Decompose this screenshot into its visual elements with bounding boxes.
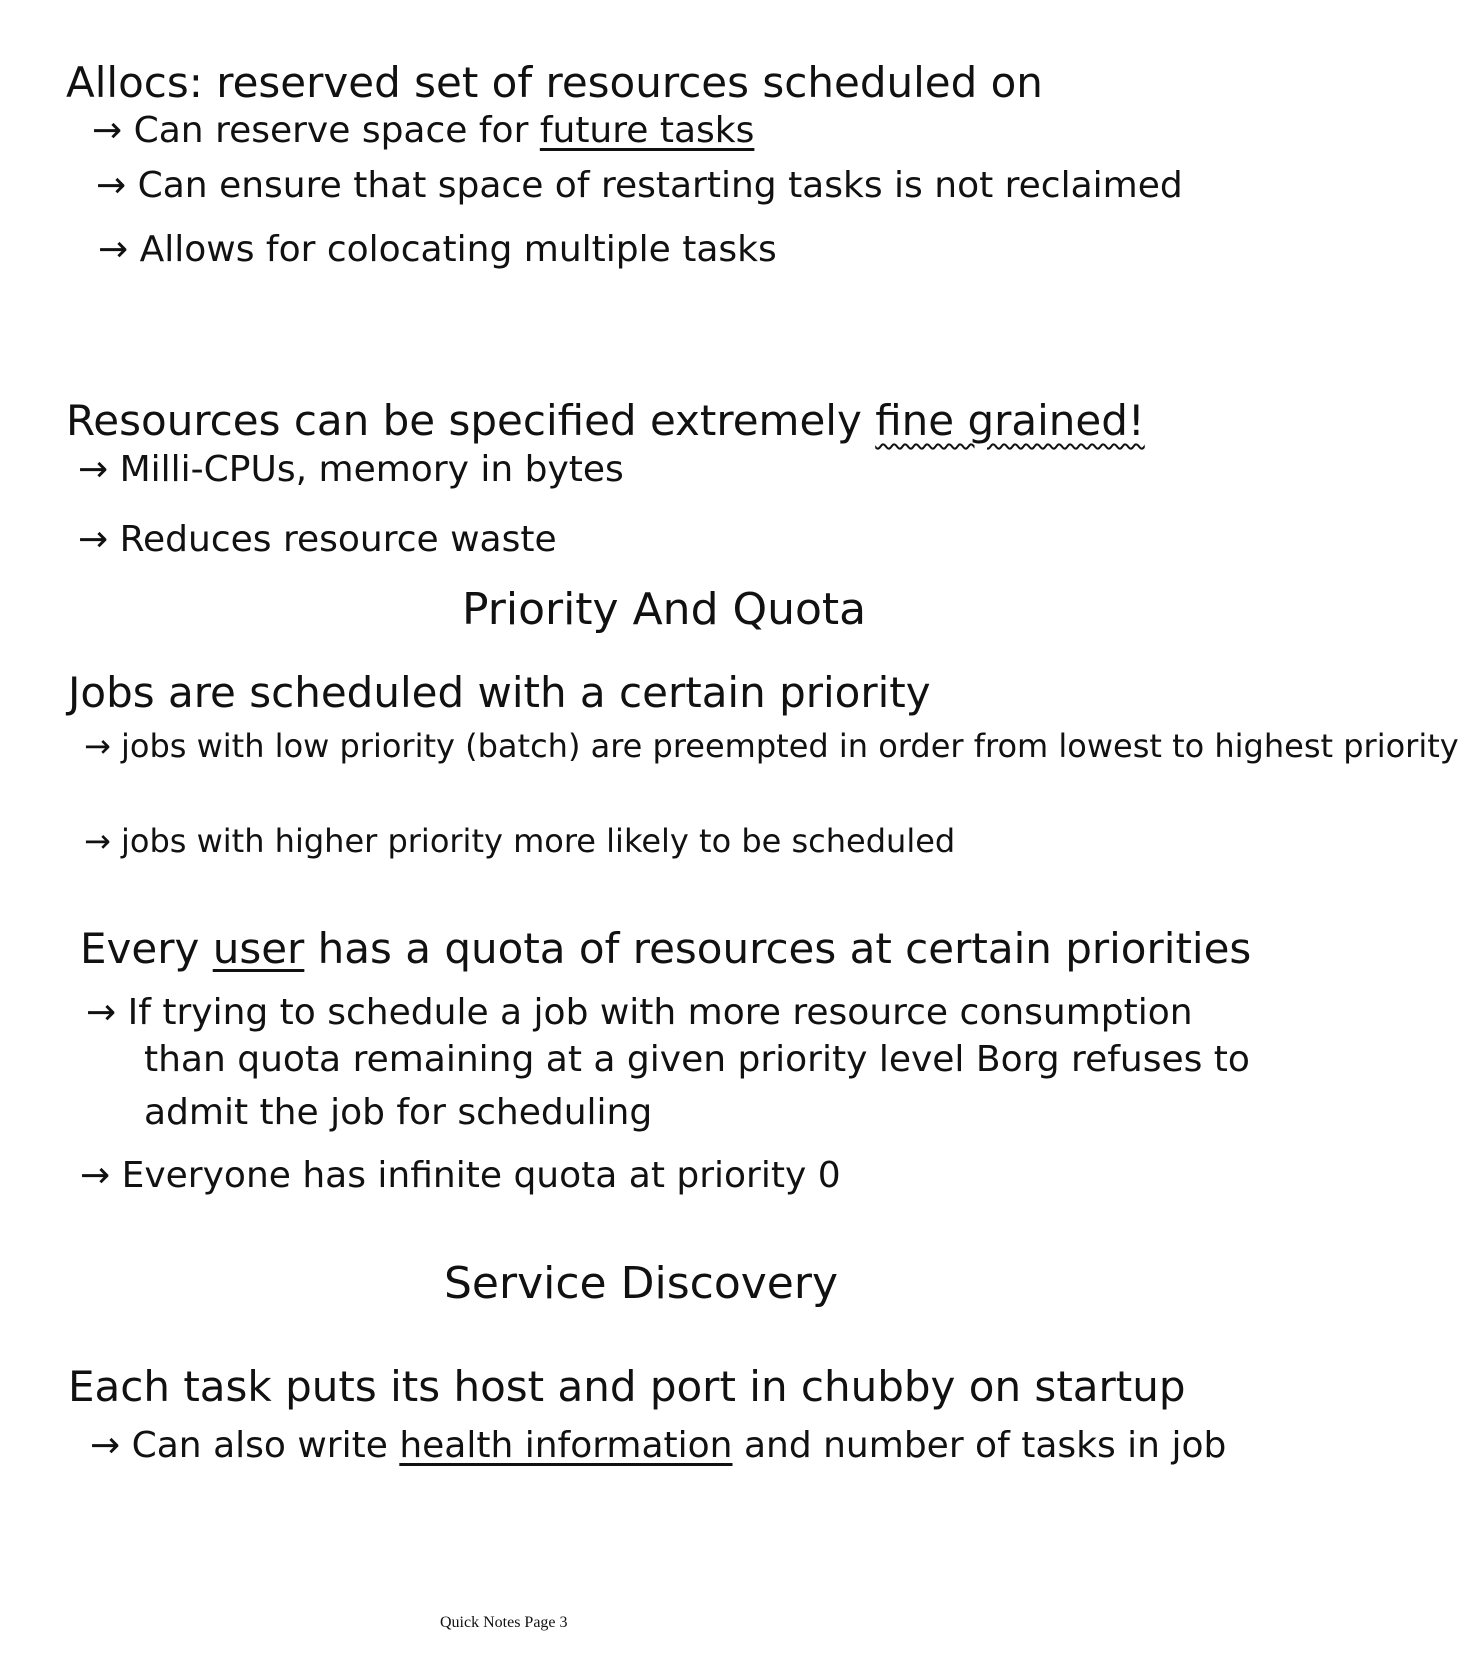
jobs-heading: Jobs are scheduled with a certain priority (68, 668, 931, 717)
page-footer: Quick Notes Page 3 (440, 1614, 568, 1631)
quota-heading (80, 924, 1252, 973)
allocs-item-1-prefix: → Can reserve space for (92, 110, 540, 151)
resources-heading (66, 396, 1145, 445)
quota-heading-suffix: has a quota of resources at certain priorities (304, 924, 1252, 973)
service-item-1-suffix: and number of tasks in job (732, 1425, 1227, 1466)
quota-item-1-cont-2: admit the job for scheduling (144, 1092, 653, 1133)
resources-heading-underlined: fine grained! (875, 396, 1145, 445)
resources-item-1: → Milli-CPUs, memory in bytes (78, 449, 624, 490)
allocs-item-1-underlined: future tasks (539, 110, 755, 151)
jobs-item-1: → jobs with low priority (batch) are preempted in order from lowest to highest priority (84, 727, 1459, 765)
resources-heading-prefix: Resources can be specified extremely (66, 396, 876, 445)
allocs-heading: Allocs: reserved set of resources scheduled on (66, 58, 1043, 107)
quota-item-1-cont-1: than quota remaining at a given priority level Borg refuses to (144, 1039, 1250, 1080)
allocs-heading-clip (0, 0, 1275, 107)
allocs-item-1 (92, 110, 755, 151)
service-item-1-underlined: health information (399, 1425, 733, 1466)
quota-heading-prefix: Every (80, 924, 213, 973)
service-item-1-prefix: → Can also write (90, 1425, 400, 1466)
allocs-item-3: → Allows for colocating multiple tasks (98, 229, 777, 270)
service-heading: Each task puts its host and port in chubby on startup (68, 1362, 1186, 1411)
quota-heading-underlined: user (212, 924, 305, 973)
resources-item-2: → Reduces resource waste (78, 519, 557, 560)
jobs-item-2: → jobs with higher priority more likely to be scheduled (84, 822, 956, 860)
priority-section-title: Priority And Quota (462, 584, 867, 635)
quota-item-2: → Everyone has infinite quota at priority 0 (80, 1155, 841, 1196)
quota-item-1: → If trying to schedule a job with more resource consumption (86, 992, 1193, 1033)
service-item-1 (90, 1425, 1227, 1466)
service-section-title: Service Discovery (444, 1258, 838, 1309)
allocs-item-2: → Can ensure that space of restarting tasks is not reclaimed (96, 165, 1183, 206)
